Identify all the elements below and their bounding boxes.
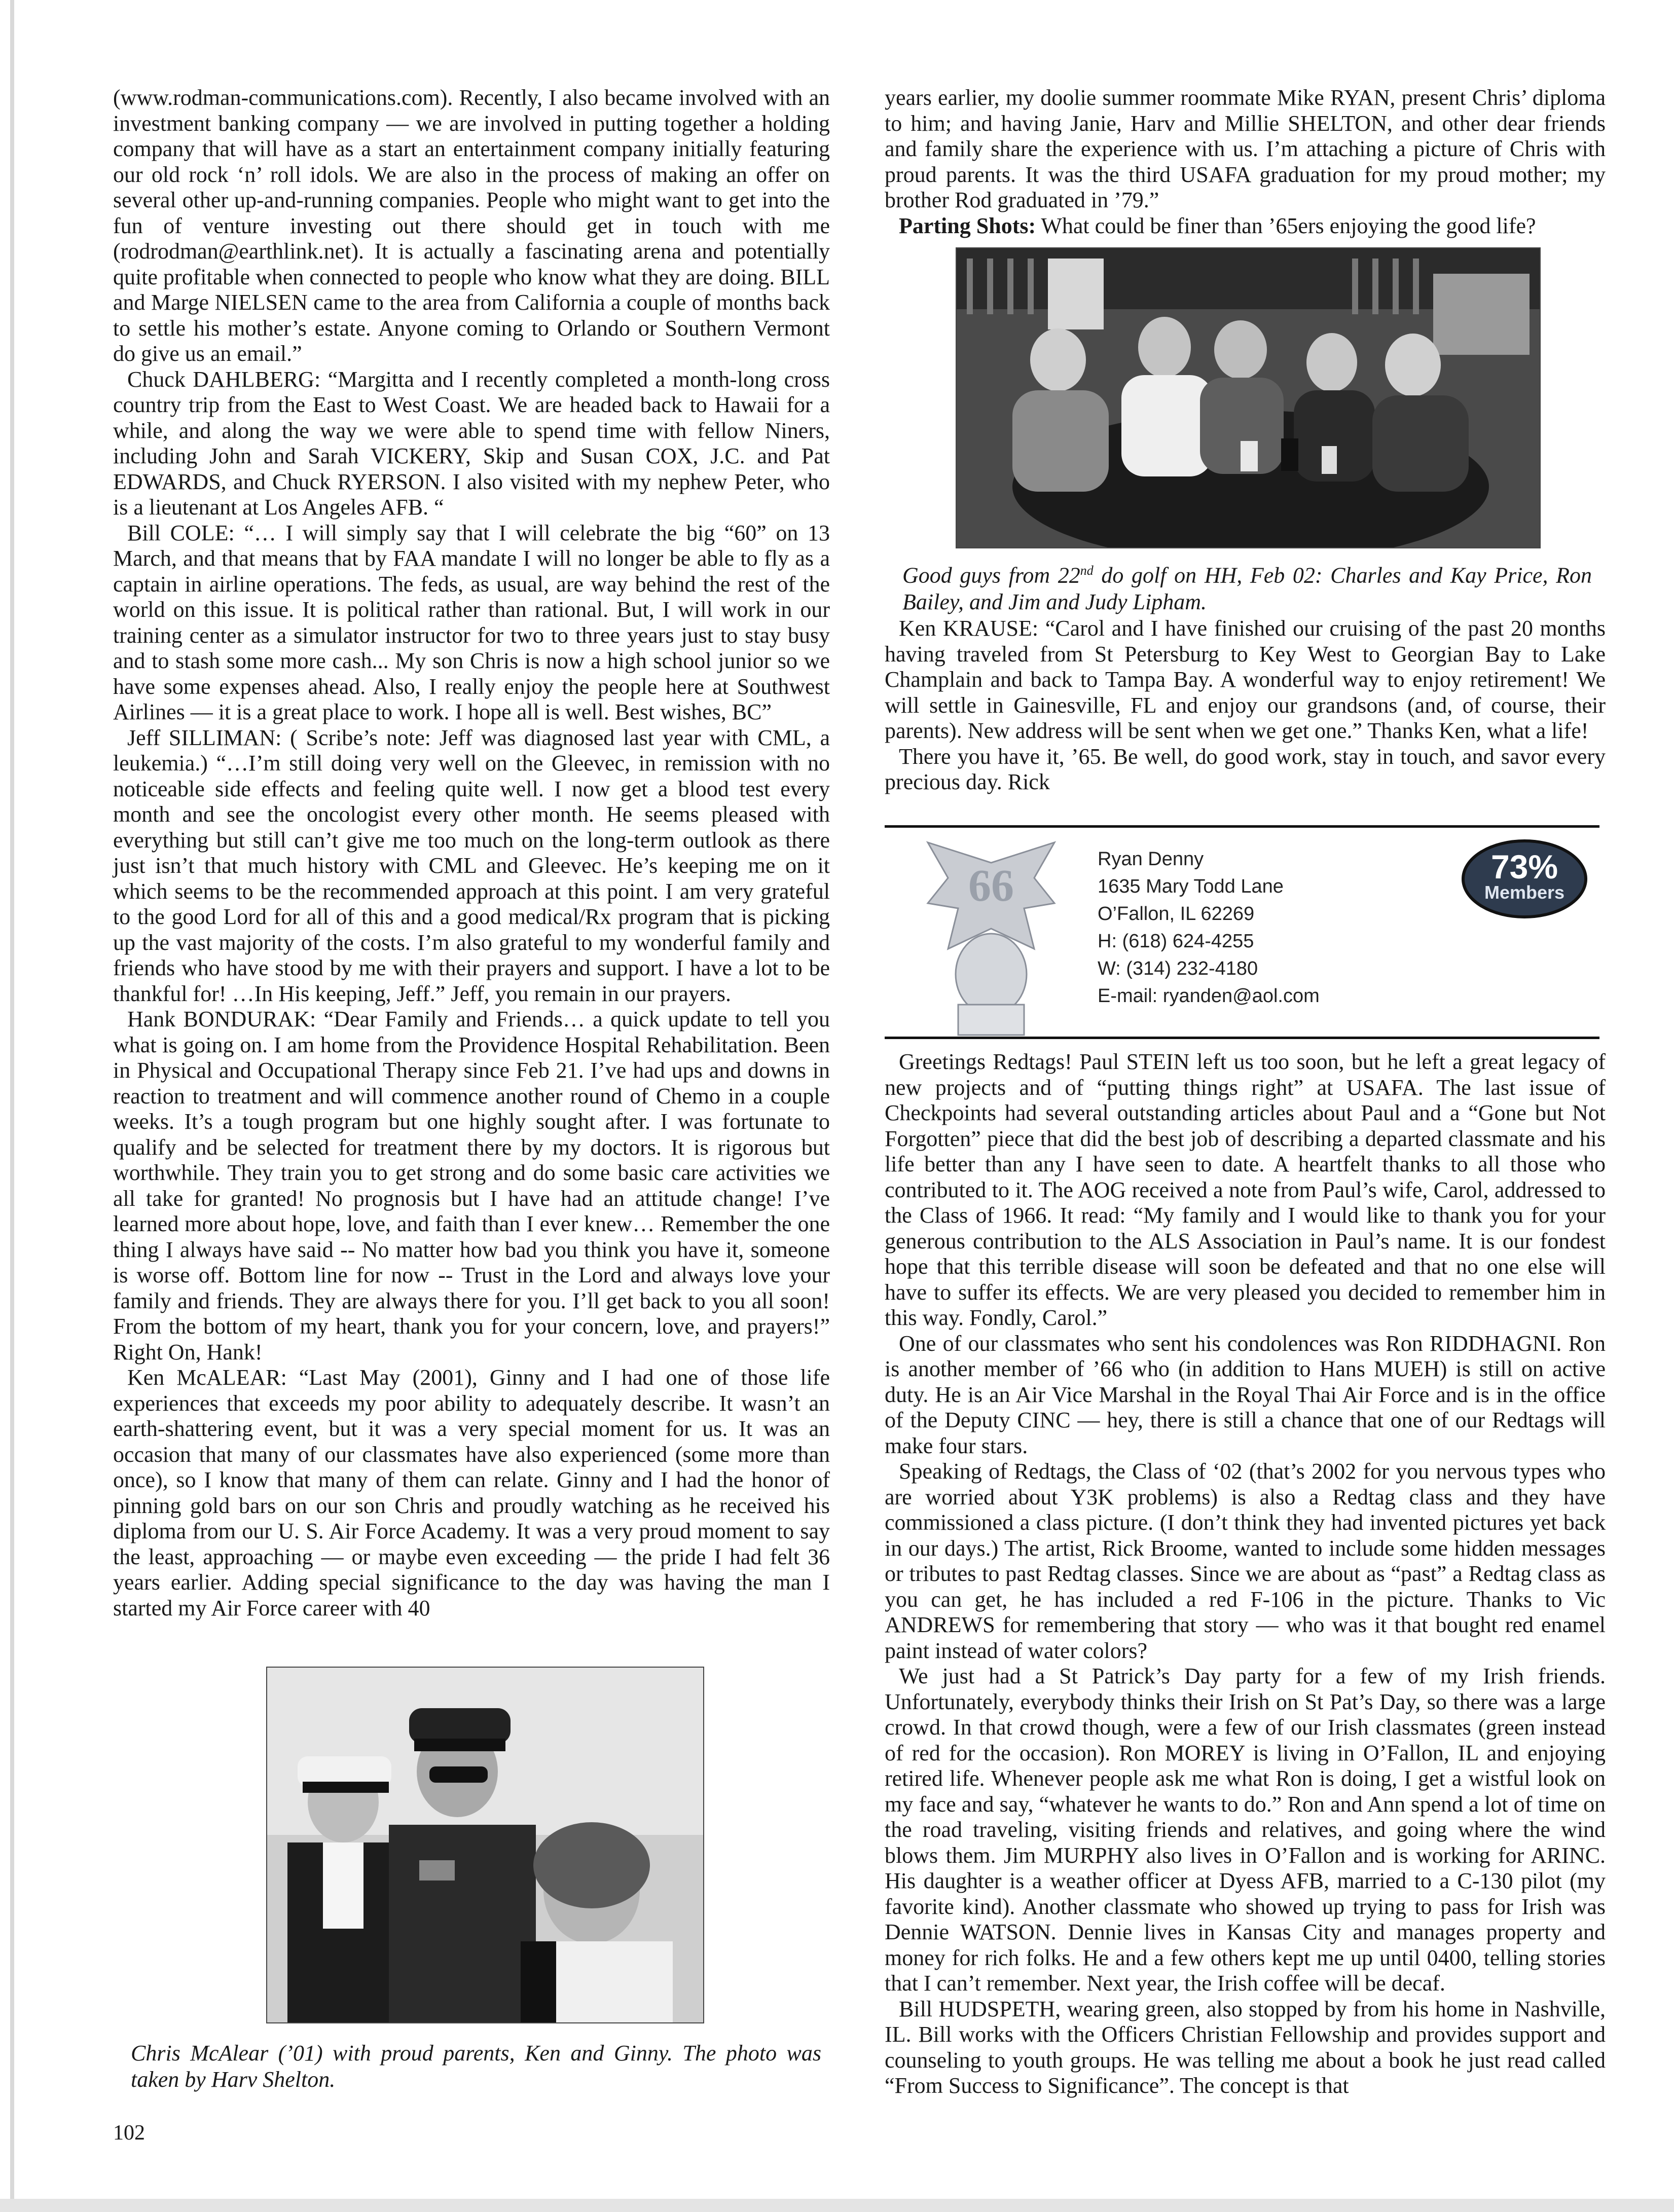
parting-shots xyxy=(885,213,1606,239)
badge-label: Members xyxy=(1484,882,1565,903)
paragraph-stein: Greetings Redtags! Paul STEIN left us too soon, but he left a great legacy of new projects and of “putting things right” at USAFA. The last issue of Checkpoints had several outstanding articles about Paul and a “Gone but Not Forgotten” piece that did the best job of describing a departed classmate and his life better than any I have seen to date. A heartfelt thanks to all those who contributed to it. The AOG received a note from Paul’s wife, Carol, addressed to the Class of 1966. It read: “My family and I would like to thank you for your generous contribution to the ALS Association in Paul’s name. It is our fondest hope that this terrible disease will soon be defeated and that no one else will have to suffer its effects. We are very pleased you decided to remember him in this way. Fondly, Carol.” xyxy=(885,1049,1606,1330)
photo-restaurant xyxy=(956,247,1541,548)
page-number: 102 xyxy=(113,2121,145,2145)
paragraph-bondurak: Hank BONDURAK: “Dear Family and Friends… a quick update to tell you what is going on. I am home from the Providence Hospital Rehabilitation. Been in Physical and Occupational Therapy since Feb 21. I’ve had ups and downs in reaction to treatment and will commence another round of Chemo in a couple weeks. It’s a tough program but one highly sought after. I was fortunate to qualify and be selected for treatment there by my doctors. It is rigorous but worthwhile. They train you to get strong and do some basic care activities we all take for granted! No prognosis but I have had an attitude change! I’ve learned more about hope, love, and faith than I ever knew… Remember the one thing I always have said -- No matter how bad you think you have it, someone is worse off. Bottom line for now -- Trust in the Lord and always love your family and friends. They are always there for you. I’ll get back to you all soon! From the bottom of my heart, thank you for your concern, love, and prayers!” Right On, Hank! xyxy=(113,1007,830,1365)
right-column-mid xyxy=(885,616,1606,795)
badge-percent: 73% xyxy=(1490,848,1558,886)
paragraph-redtags: Speaking of Redtags, the Class of ‘02 (that’s 2002 for you nervous types who are worried about Y3K problems) is also a Redtag class and they have commissioned a class picture. (I don’t think they had invented pictures yet back in our days.) The artist, Rick Broome, wanted to include some hidden messages or tributes to past Redtag classes. Since we are about as “past” a Redtag class as you can get, he has included a red F-106 in the picture. Thanks to Vic ANDREWS for remembering that story — who was it that bought red enamel paint instead of water colors? xyxy=(885,1459,1606,1663)
paragraph-signoff: There you have it, ’65. Be well, do good work, stay in touch, and savor every precious day. Rick xyxy=(885,744,1606,794)
scan-edge xyxy=(10,0,14,2212)
paragraph-riddhagni: One of our classmates who sent his condolences was Ron RIDDHAGNI. Ron is another member of ’66 who (in addition to Hans MUEH) is still on active duty. He is an Air Vice Marshal in the Royal Thai Air Force and is in the office of the Deputy CINC — hey, there is still a chance that one of our Redtags will make four stars. xyxy=(885,1331,1606,1458)
paragraph-mcalear-cont: years earlier, my doolie summer roommate Mike RYAN, present Chris’ diploma to him; and having Janie, Harv and Millie SHELTON, and other dear friends and family share the experience with us. I’m attaching a picture of Chris with proud parents. It was the third USAFA graduation for my proud mother; my brother Rod graduated in ’79.” xyxy=(885,85,1606,212)
paragraph-cole: Bill COLE: “… I will simply say that I will celebrate the big “60” on 13 March, and that means that by FAA mandate I will no longer be able to fly as a captain in airline operations. The feds, as usual, are way behind the rest of the world on this issue. It is political rather than rational. But, I will work in our training center as a simulator instructor for two to three years just to stay busy and to stash some more cash... My son Chris is now a high school junior so we have some expenses ahead. Also, I really enjoy the people here at Southwest Airlines — it is a great place to work. I hope all is well. Best wishes, BC” xyxy=(113,520,830,724)
contact-city: O’Fallon, IL 62269 xyxy=(1098,903,1255,925)
membership-badge xyxy=(1461,839,1588,919)
section-rule-bottom xyxy=(885,1037,1599,1039)
membership-badge-shape xyxy=(1461,839,1588,919)
crest-number: 66 xyxy=(968,861,1014,911)
paragraph-rodman: (www.rodman-communications.com). Recently, I also became involved with an investment banking company — we are involved in putting together a holding company that will have as a start an entertainment company initially featuring our old rock ‘n’ roll idols. We are also in the process of making an offer on several other up-and-running companies. People who might want to get into the fun of venture investing out there should get in touch with me (rodrodman@earthlink.net). It is actually a fascinating arena and potentially quite profitable when connected to people who know what they are doing. BILL and Marge NIELSEN came to the area from California a couple of months back to settle his mother’s estate. Anyone coming to Orlando or Southern Vermont do give us an email.” xyxy=(113,85,830,366)
right-column-bottom xyxy=(885,1049,1606,2099)
contact-email: E-mail: ryanden@aol.com xyxy=(1098,985,1320,1007)
paragraph-hudspeth: Bill HUDSPETH, wearing green, also stopped by from his home in Nashville, IL. Bill works with the Officers Christian Fellowship and provides support and counseling to youth groups. He was telling me about a book he just read called “From Success to Significance”. The concept is that xyxy=(885,1996,1606,2098)
restaurant-illustration xyxy=(957,248,1540,547)
left-column xyxy=(113,85,830,1621)
contact-work-phone: W: (314) 232-4180 xyxy=(1098,958,1258,979)
parting-shots-label: Parting Shots: xyxy=(899,213,1036,238)
contact-street: 1635 Mary Todd Lane xyxy=(1098,876,1284,897)
section-rule-top xyxy=(885,825,1599,828)
graduation-illustration xyxy=(267,1668,703,2022)
crest-icon xyxy=(907,832,1075,1045)
paragraph-st-patricks: We just had a St Patrick’s Day party for a few of my Irish friends. Unfortunately, everybody thinks their Irish on St Pat’s Day, so there was a large crowd. In that crowd though, were a few of our Irish classmates (green instead of red for the occasion). Ron MOREY is living in O’Fallon, IL and enjoying retired life. Whenever people ask me what Ron is doing, I get a wistful look on my face and say, “whatever he wants to do.” Ron and Ann spend a lot of time on the road traveling, visiting friends and relatives, and going where the wind blows them. Jim MURPHY also lives in O’Fallon and is working for ARINC. His daughter is a weather officer at Dyess AFB, married to a C-130 pilot (my favorite kind). Another classmate who showed up trying to pass for Irish was Dennie WATSON. Dennie lives in Kansas City and manages property and money for rich folks. He and a few others kept me up until 0400, telling stories that I can’t remember. Next year, the Irish coffee will be decaf. xyxy=(885,1664,1606,1996)
parting-shots-text: What could be finer than ’65ers enjoying the good life? xyxy=(1036,213,1536,238)
scan-bottom-edge xyxy=(0,2199,1674,2212)
class-crest xyxy=(907,832,1075,1045)
caption-restaurant-post: do golf on HH, Feb 02: Charles and Kay Price, Ron Bailey, and Jim and Judy Lipham. xyxy=(902,563,1592,614)
caption-restaurant-sup: nd xyxy=(1080,563,1094,578)
contact-home-phone: H: (618) 624-4255 xyxy=(1098,931,1254,952)
caption-restaurant-pre: Good guys from 22 xyxy=(902,563,1080,588)
scribe-contact xyxy=(1098,845,1320,1010)
caption-restaurant xyxy=(902,558,1592,615)
paragraph-mcalear: Ken McALEAR: “Last May (2001), Ginny and I had one of those life experiences that exceeds my poor ability to adequately describe. It wasn’t an earth-shattering event, but it was a very special moment for us. It was an occasion that many of our classmates have also experienced (some more than once), so I know that many of them can relate. Ginny and I had the honor of pinning gold bars on our son Chris and proudly watching as he received his diploma from our U. S. Air Force Academy. It was a very proud moment to say the least, approaching — or maybe even exceeding — the pride I had felt 36 years earlier. Adding special significance to the day was having the man I started my Air Force career with 40 xyxy=(113,1365,830,1620)
caption-graduation: Chris McAlear (’01) with proud parents, Ken and Ginny. The photo was taken by Harv Shelton. xyxy=(131,2041,821,2092)
paragraph-dahlberg: Chuck DAHLBERG: “Margitta and I recently completed a month-long cross country trip from the East to West Coast. We are headed back to Hawaii for a while, and along the way we were able to spend time with fellow Niners, including John and Sarah VICKERY, Skip and Susan COX, J.C. and Pat EDWARDS, and Chuck RYERSON. I also visited with my nephew Peter, who is a lieutenant at Los Angeles AFB. “ xyxy=(113,366,830,520)
paragraph-silliman: Jeff SILLIMAN: ( Scribe’s note: Jeff was diagnosed last year with CML, a leukemia.) “…I’m still doing very well on the Gleevec, in remission with no noticeable side effects and feeling quite well. I now get a blood test every month and see the oncologist every other month. He seems pleased with everything but still can’t give me too much on the long-term outlook as there just isn’t that much history with CML and Gleevec. He’s keeping me on it which seems to be the recommended approach at this point. I am very grateful to the good Lord for all of this and a good medical/Rx program that is picking up the vast majority of the costs. I’m also grateful to my wonderful family and friends who have stood by me with their prayers and support. I have a lot to be thankful for! …In His keeping, Jeff.” Jeff, you remain in our prayers. xyxy=(113,725,830,1006)
paragraph-krause: Ken KRAUSE: “Carol and I have finished our cruising of the past 20 months having traveled from St Petersburg to Key West to Georgian Bay to Lake Champlain and back to Tampa Bay. A wonderful way to enjoy retirement! We will settle in Gainesville, FL and enjoy our grandsons (and, of course, their parents). New address will be sent when we get one.” Thanks Ken, what a life! xyxy=(885,616,1606,743)
contact-name: Ryan Denny xyxy=(1098,849,1204,870)
photo-graduation xyxy=(266,1667,704,2023)
right-column-top xyxy=(885,85,1606,239)
